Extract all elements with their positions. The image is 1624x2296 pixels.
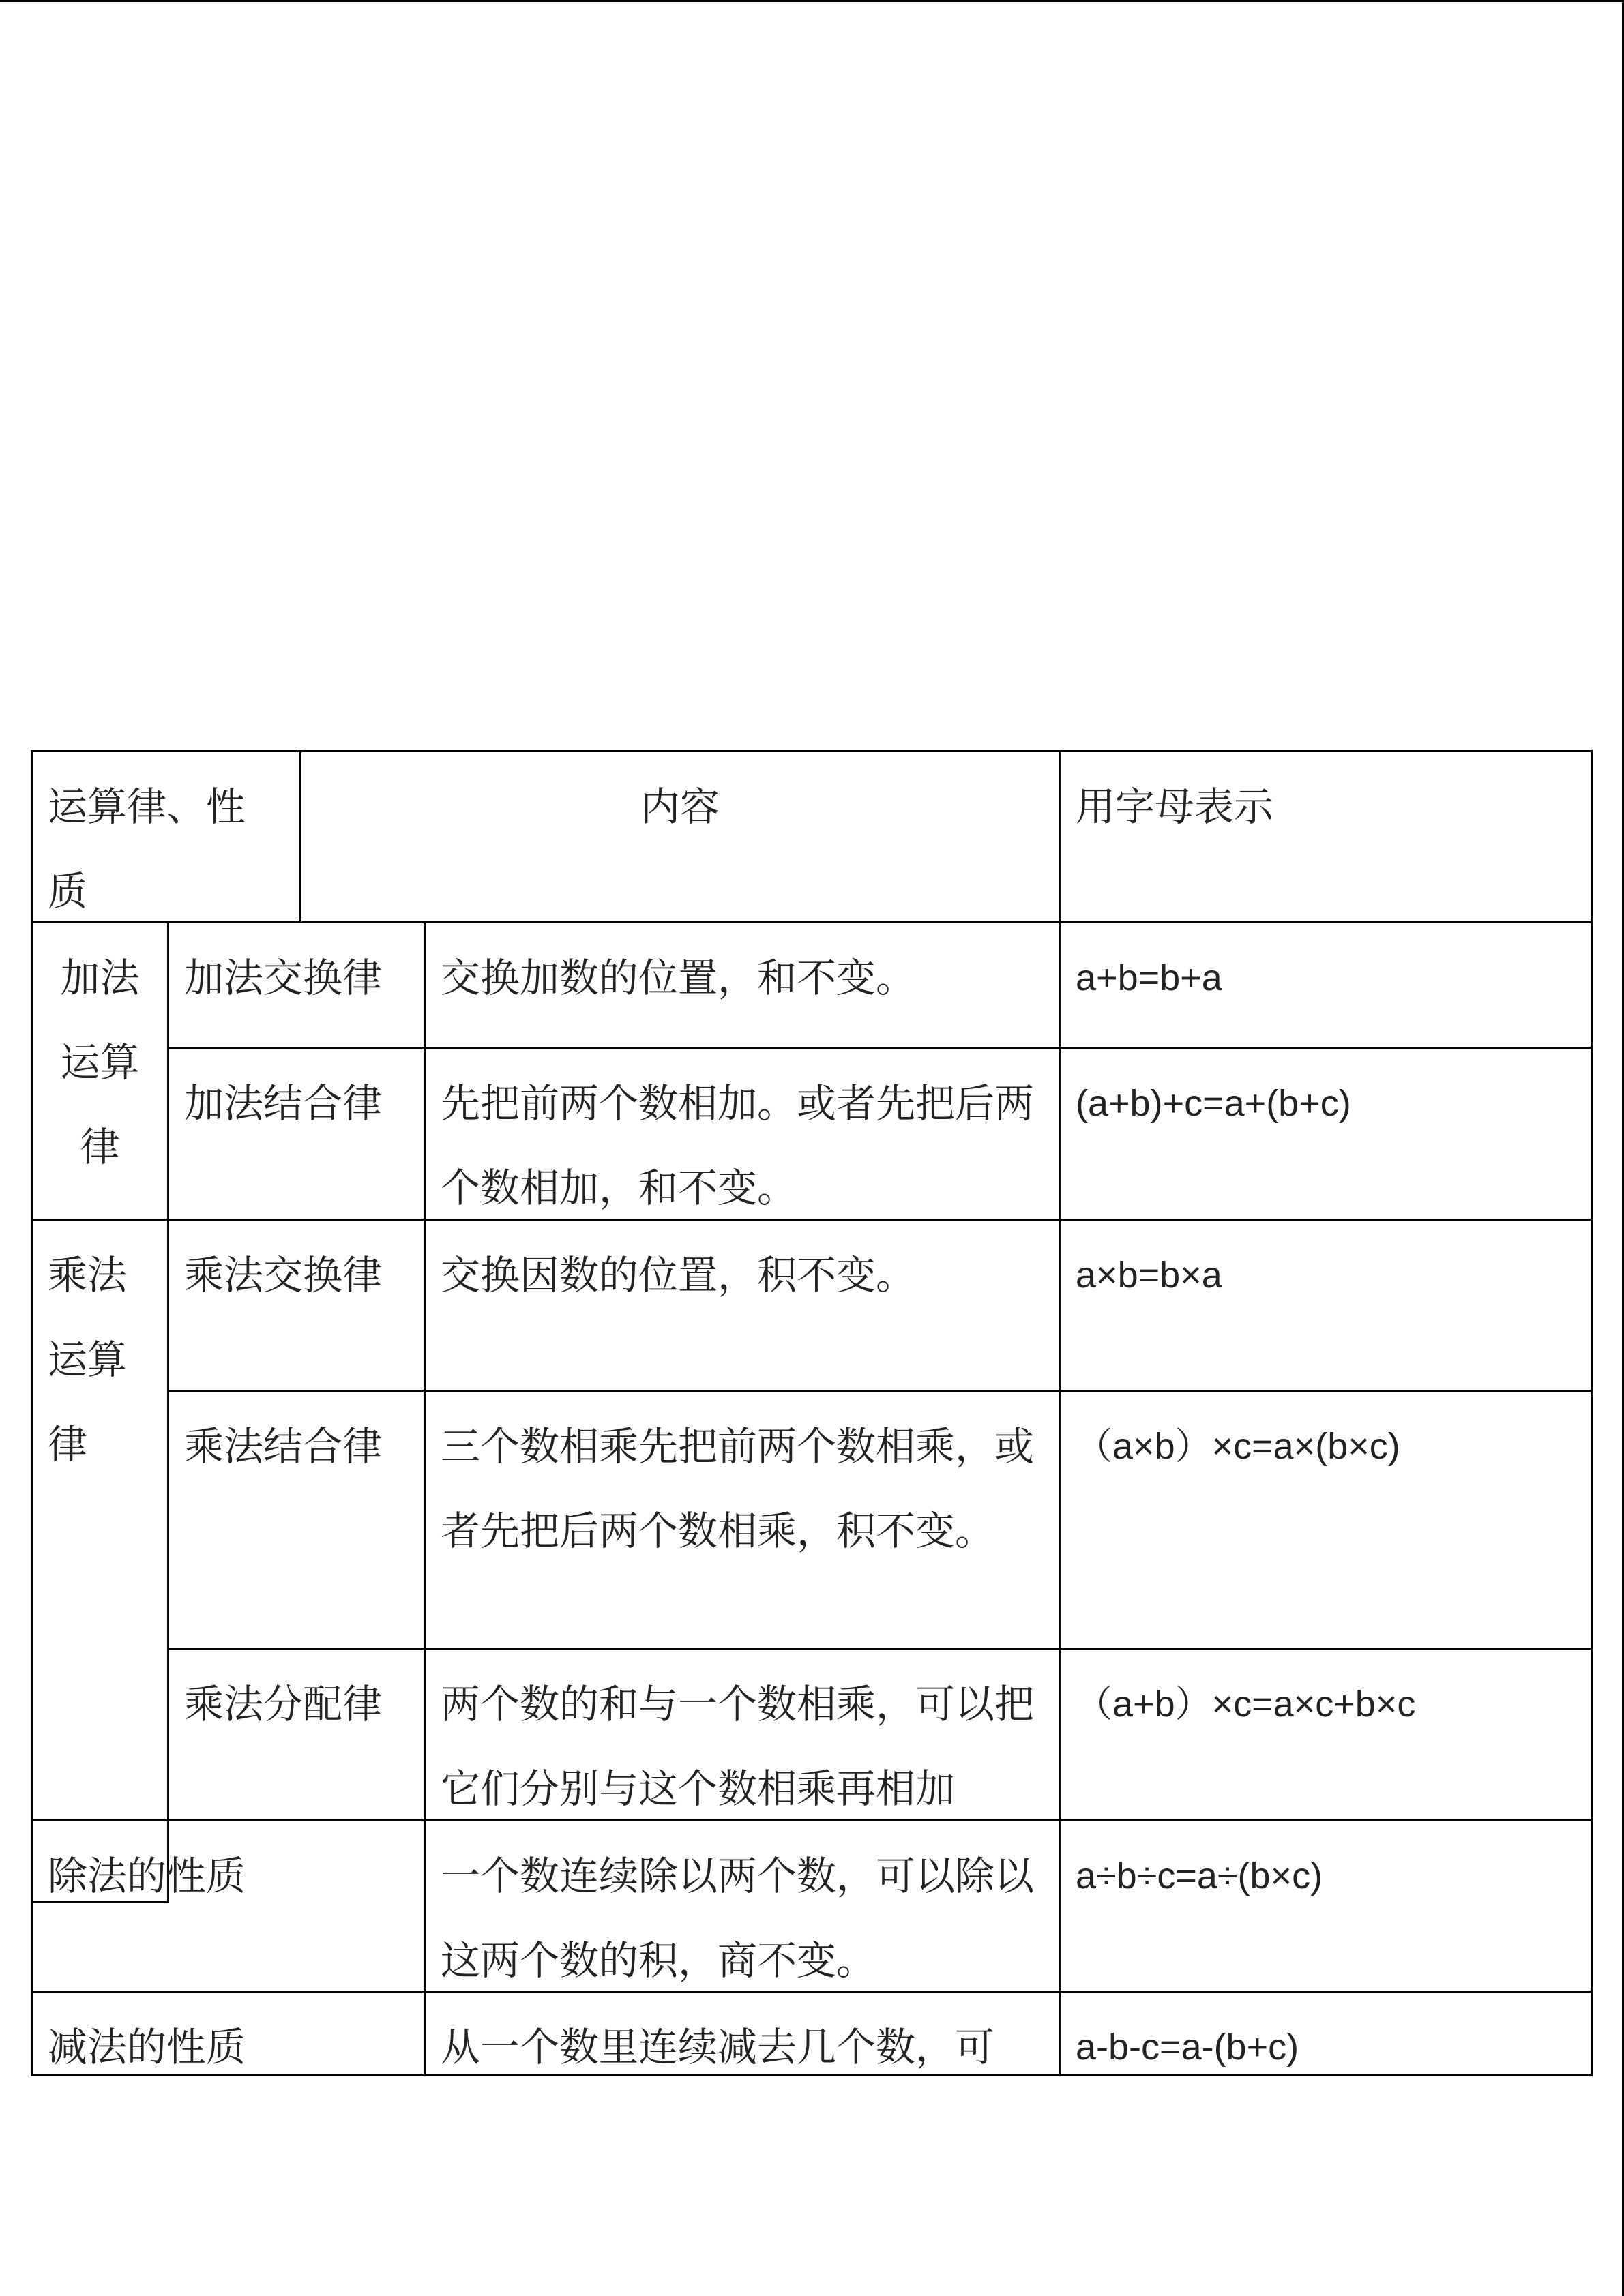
row-name: 乘法交换律 xyxy=(167,1219,426,1392)
header-letters: 用字母表示 xyxy=(1059,750,1593,923)
row-formula: a÷b÷c=a÷(b×c) xyxy=(1059,1819,1593,1993)
operation-laws-table xyxy=(31,750,1593,2076)
row-content: 交换因数的位置，积不变。 xyxy=(424,1219,1061,1392)
row-formula: （a+b）×c=a×c+b×c xyxy=(1059,1648,1593,1821)
row-name: 乘法分配律 xyxy=(167,1648,426,1821)
row-content: 三个数相乘先把前两个数相乘，或者先把后两个数相乘，积不变。 xyxy=(424,1390,1061,1650)
row-content: 一个数连续除以两个数，可以除以这两个数的积，商不变。 xyxy=(424,1819,1061,1993)
row-formula: a-b-c=a-(b+c) xyxy=(1059,1991,1593,2076)
row-content: 交换加数的位置，和不变。 xyxy=(424,921,1061,1049)
row-name: 加法结合律 xyxy=(167,1047,426,1221)
row-name: 乘法结合律 xyxy=(167,1390,426,1650)
row-name: 减法的性质 xyxy=(31,1991,426,2076)
group-multiplication: 乘法运算律 xyxy=(31,1219,169,1903)
row-content: 先把前两个数相加。或者先把后两个数相加，和不变。 xyxy=(424,1047,1061,1221)
page-top-rule xyxy=(0,0,1624,2)
header-content: 内容 xyxy=(640,784,720,830)
row-formula: （a×b）×c=a×(b×c) xyxy=(1059,1390,1593,1650)
row-content: 从一个数里连续减去几个数，可 xyxy=(424,1991,1061,2076)
row-formula: (a+b)+c=a+(b+c) xyxy=(1059,1047,1593,1221)
row-formula: a+b=b+a xyxy=(1059,921,1593,1049)
row-formula: a×b=b×a xyxy=(1059,1219,1593,1392)
row-content: 两个数的和与一个数相乘，可以把它们分别与这个数相乘再相加 xyxy=(424,1648,1061,1821)
header-law: 运算律、性质 xyxy=(31,750,301,923)
row-name: 加法交换律 xyxy=(167,921,426,1049)
group-addition: 加法运算律 xyxy=(31,921,169,1221)
row-name: 除法的性质 xyxy=(31,1819,426,1993)
